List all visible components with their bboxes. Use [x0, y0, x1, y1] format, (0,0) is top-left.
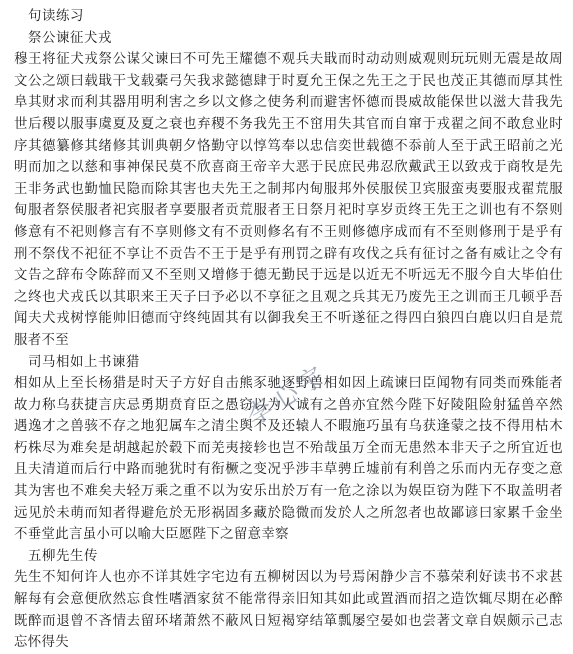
- passage-title-1: 祭公谏征犬戎: [28, 30, 112, 46]
- section-title: 句读练习: [28, 9, 84, 24]
- passage-text-1: 穆王将征犬戎祭公谋父谏曰不可先王耀德不观兵夫戢而时动动则威观则玩玩则无震是故周文公之颂曰载戢干戈载橐弓矢我求懿德肆于时夏允王保之先王之于民也茂正其德而厚其性阜其财求而利其器用明利害之乡以文修之使务利而避害怀德而畏威故能保世以滋大昔我先世后稷以服事虞夏及夏之衰也弃稷不务我先王不窋用失其官而自窜于戎翟之间不敢怠业时序其德纂修其绪修其训典朝夕恪勤守以惇笃奉以忠信奕世载德不忝前人至于武王昭前之光明而加之以慈和事神保民莫不欣喜商王帝辛大恶于民庶民弗忍欣戴武王以致戎于商牧是先王非务武也勤恤民隐而除其害也夫先王之制邦内甸服邦外侯服侯卫宾服蛮夷要服戎翟荒服甸服者祭侯服者祀宾服者享要服者贡荒服者王日祭月祀时享岁贡终王先王之训也有不祭则修意有不祀则修言有不享则修文有不贡则修名有不王则修德序成而有不至则修刑于是乎有刑不祭伐不祀征不享让不贡告不王于是乎有刑罚之辟有攻伐之兵有征讨之备有威让之令有文告之辞布令陈辞而又不至则又增修于德无勤民于远是以近无不听远无不服今自大毕伯仕之终也犬戎氏以其职来王天子曰予必以不享征之且观之兵其无乃废先王之训而王几顿乎吾闻夫犬戎树惇能帅旧德而守终纯固其有以御我矣王不听遂征之得四白狼四白鹿以归自是荒服者不至: [14, 52, 563, 348]
- passage-title-3: 五柳先生传: [28, 548, 98, 564]
- passage-title-2: 司马相如上书谏猎: [28, 354, 140, 370]
- passage-text-3: 先生不知何许人也亦不详其姓字宅边有五柳树因以为号焉闲静少言不慕荣利好读书不求甚解每有会意便欣然忘食性嗜酒家贫不能常得亲旧知其如此或置酒而招之造饮辄尽期在必醉既醉而退曾不吝情去留环堵萧然不蔽风日短褐穿结箪瓢屡空晏如也尝著文章自娱颇示己志忘怀得失: [14, 570, 563, 651]
- passage-text-2: 相如从上至长杨猎是时天子方好自击熊豕驰逐野兽相如因上疏谏曰臣闻物有同类而殊能者故力称乌获捷言庆忌勇期贲育臣之愚窃以为人诚有之兽亦宜然今陛下好陵阻险射猛兽卒然遇逸才之兽骇不存之地犯属车之清尘舆不及还辕人不暇施巧虽有乌获逢蒙之技不得用枯木朽株尽为难矣是胡越起於毂下而羌夷接轸也岂不殆哉虽万全而无患然本非天子之所宜近也且夫清道而后行中路而驰犹时有衔橛之变况乎涉丰草骋丘墟前有利兽之乐而内无存变之意其为害也不难矣夫轻万乘之重不以为安乐出於万有一危之涂以为娱臣窃为陛下不取盖明者远见於未萌而知者得避危於无形祸固多藏於隐微而发於人之所忽者也故鄙谚曰家累千金坐不垂堂此言虽小可以喻大臣愿陛下之留意幸察: [14, 376, 563, 543]
- handwritten-watermark: 李心宇: [241, 359, 334, 433]
